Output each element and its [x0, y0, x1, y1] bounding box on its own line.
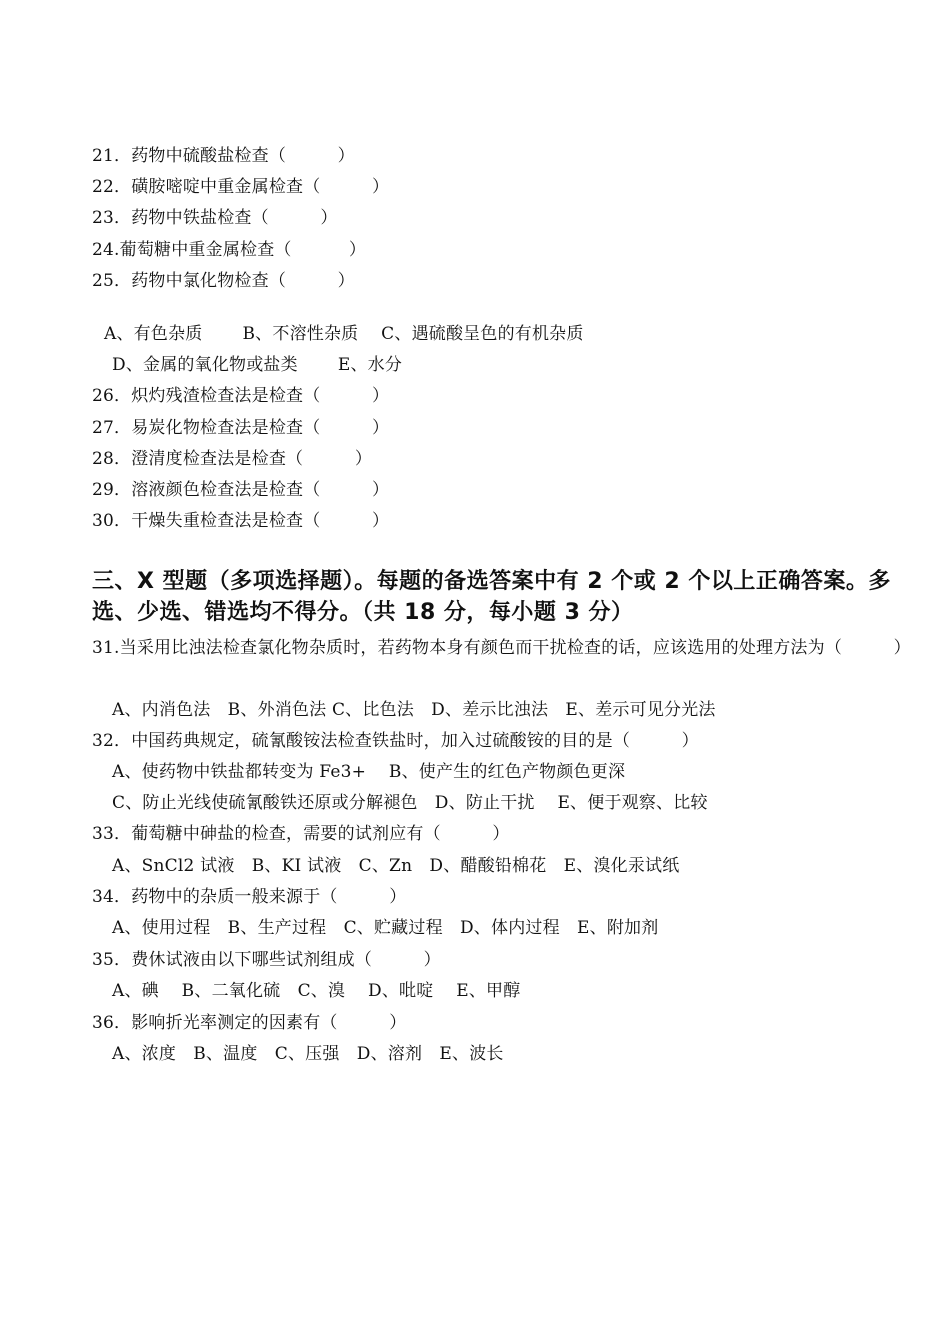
question-21: 21．药物中硫酸盐检查（ ）: [92, 146, 355, 166]
question-25: 25．药物中氯化物检查（ ）: [92, 271, 355, 291]
shared-options-line-1: A、有色杂质 B、不溶性杂质 C、遇硫酸呈色的有机杂质: [104, 324, 584, 344]
section-3-heading: 三、X 型题（多项选择题）。每题的备选答案中有 2 个或 2 个以上正确答案。多选、少选、错选均不得分。（共 18 分，每小题 3 分）: [92, 569, 891, 625]
question-35: 35．费休试液由以下哪些试剂组成（ ）: [92, 950, 441, 970]
question-36: 36．影响折光率测定的因素有（ ）: [92, 1013, 407, 1033]
question-35-options: A、碘 B、二氧化硫 C、溴 D、吡啶 E、甲醇: [112, 981, 521, 1001]
question-33: 33．葡萄糖中砷盐的检查，需要的试剂应有（ ）: [92, 824, 510, 844]
question-31-options: A、内消色法 B、外消色法 C、比色法 D、差示比浊法 E、差示可见分光法: [112, 700, 716, 720]
question-29: 29．溶液颜色检查法是检查（ ）: [92, 480, 390, 500]
question-36-options: A、浓度 B、温度 C、压强 D、溶剂 E、波长: [112, 1044, 504, 1064]
shared-options-line-2: D、金属的氧化物或盐类 E、水分: [112, 355, 403, 375]
question-32-options-2: C、防止光线使硫氰酸铁还原或分解褪色 D、防止干扰 E、便于观察、比较: [112, 793, 708, 813]
question-33-options: A、SnCl2 试液 B、KI 试液 C、Zn D、醋酸铅棉花 E、溴化汞试纸: [112, 856, 680, 876]
question-24: 24.葡萄糖中重金属检查（ ）: [92, 240, 367, 260]
question-30: 30．干燥失重检查法是检查（ ）: [92, 511, 390, 531]
question-34: 34．药物中的杂质一般来源于（ ）: [92, 887, 407, 907]
question-23: 23．药物中铁盐检查（ ）: [92, 208, 338, 228]
question-32-options-1: A、使药物中铁盐都转变为 Fe3+ B、使产生的红色产物颜色更深: [112, 762, 626, 782]
question-27: 27．易炭化物检查法是检查（ ）: [92, 418, 390, 438]
question-26: 26．炽灼残渣检查法是检查（ ）: [92, 386, 390, 406]
question-34-options: A、使用过程 B、生产过程 C、贮藏过程 D、体内过程 E、附加剂: [112, 918, 659, 938]
question-28: 28．澄清度检查法是检查（ ）: [92, 449, 373, 469]
question-32: 32．中国药典规定，硫氰酸铵法检查铁盐时，加入过硫酸铵的目的是（ ）: [92, 731, 699, 751]
question-22: 22．磺胺嘧啶中重金属检查（ ）: [92, 177, 390, 197]
question-31: 31.当采用比浊法检查氯化物杂质时，若药物本身有颜色而干扰检查的话，应该选用的处理方法为（ ）: [92, 638, 911, 658]
